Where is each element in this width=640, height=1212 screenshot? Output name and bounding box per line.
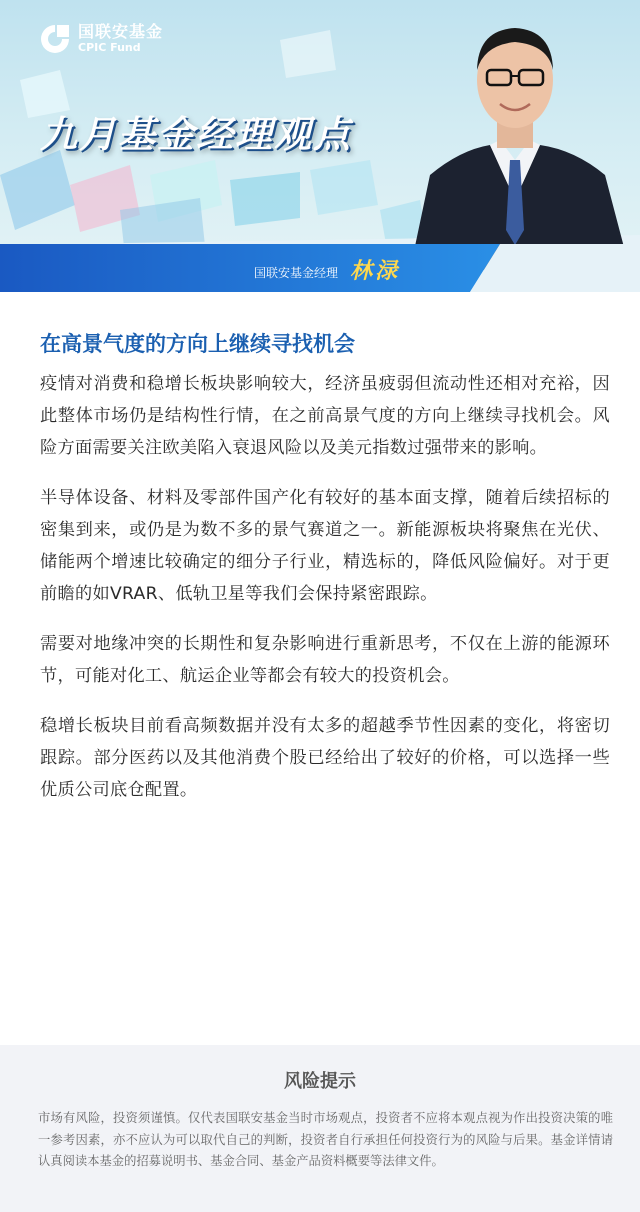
article-paragraph-3: 需要对地缘冲突的长期性和复杂影响进行重新思考，不仅在上游的能源环节，可能对化工、航运企业等都会有较大的投资机会。 bbox=[40, 634, 610, 686]
manager-name: 林渌 bbox=[350, 259, 401, 284]
cpic-logo-icon bbox=[38, 22, 72, 56]
article bbox=[40, 330, 610, 824]
brand-name-en: CPIC Fund bbox=[78, 41, 141, 54]
article-title: 在高景气度的方向上继续寻找机会 bbox=[40, 332, 355, 356]
risk-disclaimer bbox=[0, 1045, 640, 1212]
article-paragraph-1: 疫情对消费和稳增长板块影响较大，经济虽疲弱但流动性还相对充裕，因此整体市场仍是结构性行情，在之前高景气度的方向上继续寻找机会。风险方面需要关注欧美陷入衰退风险以及美元指数过强带来的影响。 bbox=[40, 374, 610, 458]
manager-portrait bbox=[390, 0, 640, 270]
risk-text: 市场有风险，投资须谨慎。仅代表国联安基金当时市场观点，投资者不应将本观点视为作出投资决策的唯一参考因素，亦不应认为可以取代自己的判断，投资者自行承担任何投资行为的风险与后果。基金详情请认真阅读本基金的招募说明书、基金合同、基金产品资料概要等法律文件。 bbox=[38, 1111, 613, 1168]
article-paragraph-4: 稳增长板块目前看高频数据并没有太多的超越季节性因素的变化，将密切跟踪。部分医药以及其他消费个股已经给出了较好的价格，可以选择一些优质公司底仓配置。 bbox=[40, 716, 610, 800]
banner-headline: 九月基金经理观点 bbox=[40, 113, 352, 156]
brand-logo bbox=[38, 22, 163, 56]
risk-title: 风险提示 bbox=[284, 1071, 356, 1092]
manager-title-label: 国联安基金经理 bbox=[254, 266, 339, 280]
article-paragraph-2: 半导体设备、材料及零部件国产化有较好的基本面支撑，随着后续招标的密集到来，或仍是为数不多的景气赛道之一。新能源板块将聚焦在光伏、储能两个增速比较确定的细分子行业，精选标的，降低风险偏好。对于更前瞻的如VRAR、低轨卫星等我们会保持紧密跟踪。 bbox=[40, 488, 610, 604]
brand-name-cn: 国联安基金 bbox=[78, 22, 164, 41]
header-banner bbox=[0, 0, 640, 292]
